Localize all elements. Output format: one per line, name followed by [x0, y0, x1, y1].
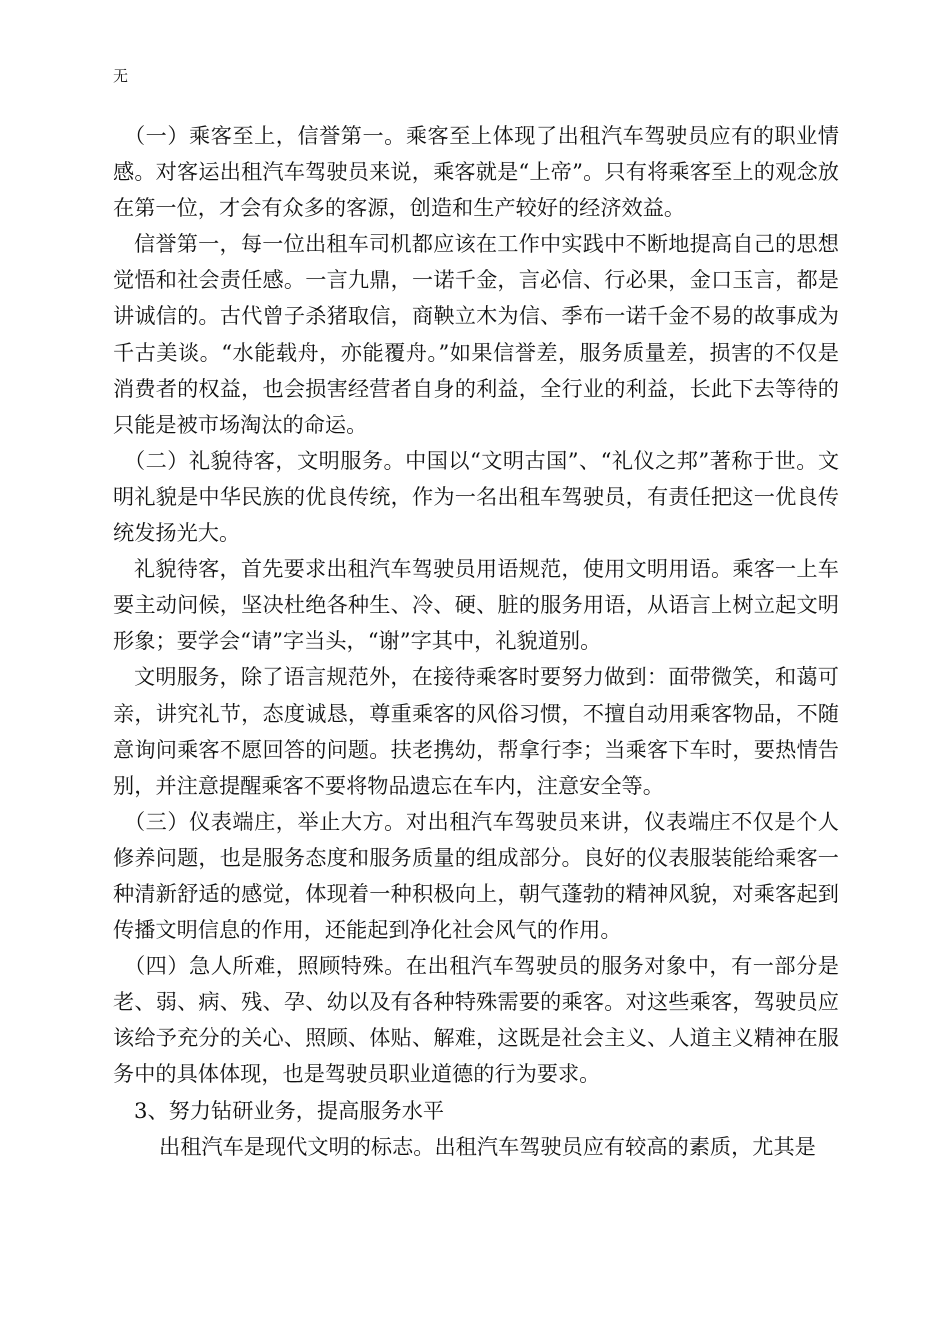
paragraph-section-1: （一）乘客至上，信誉第一。乘客至上体现了出租汽车驾驶员应有的职业情感。对客运出租汽车驾驶员来说，乘客就是“上帝”。只有将乘客至上的观念放在第一位，才会有众多的客源，创造和生产较好的经济效益。 [113, 123, 839, 221]
subheading-3: 3、努力钻研业务，提高服务水平 [134, 1097, 445, 1123]
document-body [113, 118, 839, 1165]
paragraph-credibility: 信誉第一，每一位出租车司机都应该在工作中实践中不断地提高自己的思想觉悟和社会责任感。一言九鼎，一诺千金，言必信、行必果，金口玉言，都是讲诚信的。古代曾子杀猪取信，商鞅立木为信、季布一诺千金不易的故事成为千古美谈。“水能载舟，亦能覆舟。”如果信誉差，服务质量差，损害的不仅是消费者的权益，也会损害经营者自身的利益，全行业的利益，长此下去等待的只能是被市场淘汰的命运。 [113, 231, 839, 437]
paragraph-section-3: （三）仪表端庄，举止大方。对出租汽车驾驶员来讲，仪表端庄不仅是个人修养问题，也是服务态度和服务质量的组成部分。良好的仪表服装能给乘客一种清新舒适的感觉，体现着一种积极向上，朝气蓬勃的精神风貌，对乘客起到传播文明信息的作用，还能起到净化社会风气的作用。 [113, 808, 839, 943]
paragraph-taxi-civilization: 出租汽车是现代文明的标志。出租汽车驾驶员应有较高的素质，尤其是 [159, 1133, 816, 1159]
paragraph-section-2: （二）礼貌待客，文明服务。中国以“文明古国”、“礼仪之邦”著称于世。文明礼貌是中华民族的优良传统，作为一名出租车驾驶员，有责任把这一优良传统发扬光大。 [113, 447, 840, 546]
paragraph-section-4: （四）急人所难，照顾特殊。在出租汽车驾驶员的服务对象中，有一部分是老、弱、病、残、孕、幼以及有各种特殊需要的乘客。对这些乘客，驾驶员应该给予充分的关心、照顾、体贴、解难，这既是社会主义、人道主义精神在服务中的具体体现，也是驾驶员职业道德的行为要求。 [113, 953, 839, 1087]
paragraph-polite-service: 礼貌待客，首先要求出租汽车驾驶员用语规范，使用文明用语。乘客一上车要主动问候，坚决杜绝各种生、冷、硬、脏的服务用语，从语言上树立起文明形象；要学会“请”字当头，“谢”字其中，礼貌道别。 [113, 556, 839, 654]
paragraph-civil-service: 文明服务，除了语言规范外，在接待乘客时要努力做到：面带微笑，和蔼可亲，讲究礼节，态度诚恳，尊重乘客的风俗习惯，不擅自动用乘客物品，不随意询问乘客不愿回答的问题。扶老携幼，帮拿行李；当乘客下车时，要热情告别，并注意提醒乘客不要将物品遗忘在车内，注意安全等。 [113, 664, 839, 798]
page-header: 无 [113, 67, 129, 85]
